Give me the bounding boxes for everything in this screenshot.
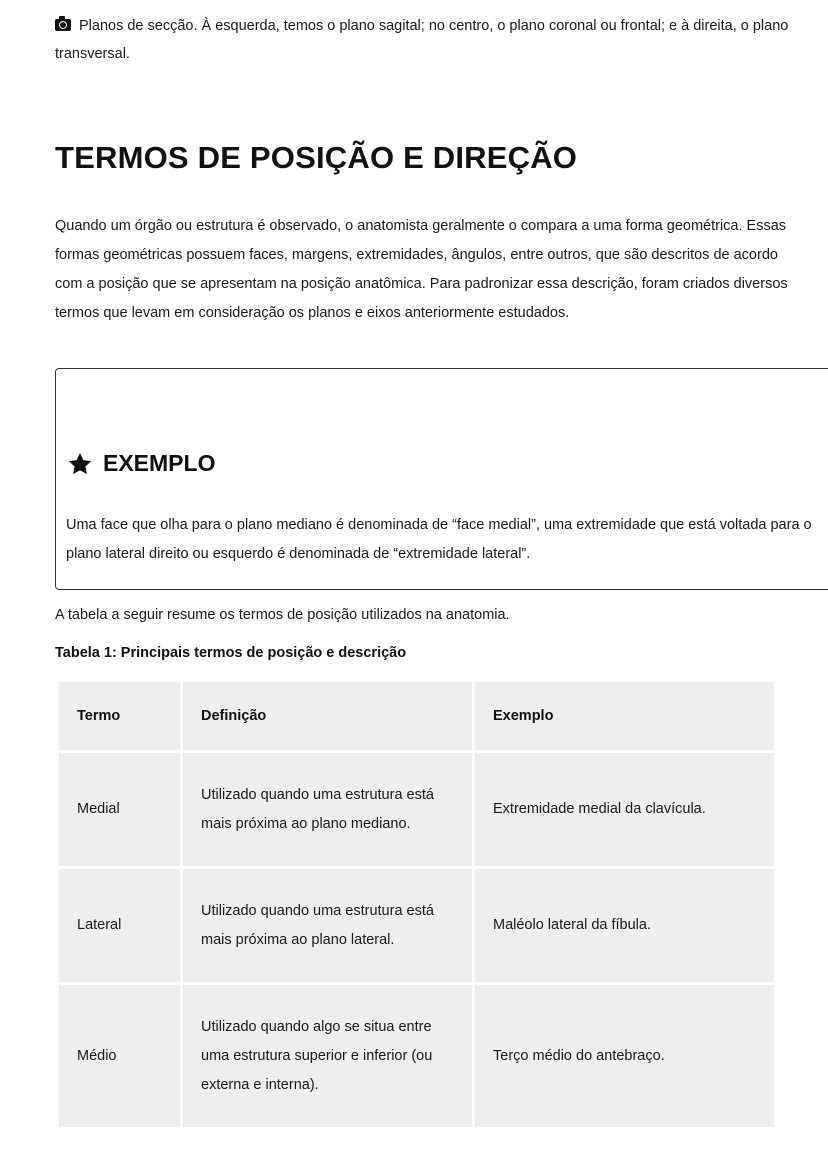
intro-paragraph: Quando um órgão ou estrutura é observado, o anatomista geralmente o compara a uma forma geométrica. Essas formas geométricas possuem faces, margens, extremidades, ângulos, entre outros, que são descritos de acordo com a posição que se apresentam na posição anatômica. Para padronizar essa descrição, foram criados diversos termos que levam em consideração os planos e eixos anteriormente estudados. — [55, 218, 788, 321]
table-title: Tabela 1: Principais termos de posição e descrição — [55, 645, 407, 661]
header-termo: Termo — [58, 681, 182, 752]
figure-caption-text: Planos de secção. À esquerda, temos o plano sagital; no centro, o plano coronal ou frontal; e à direita, o plano transversal. — [55, 18, 789, 62]
table-row — [58, 868, 776, 984]
cell-definition: Utilizado quando algo se situa entre uma estrutura superior e inferior (ou externa e interna). — [182, 984, 474, 1129]
cell-definition: Utilizado quando uma estrutura está mais próxima ao plano mediano. — [182, 752, 474, 868]
cell-definition: Utilizado quando uma estrutura está mais próxima ao plano lateral. — [182, 868, 474, 984]
section-title: TERMOS DE POSIÇÃO E DIREÇÃO — [55, 140, 578, 175]
cell-term: Médio — [58, 984, 182, 1129]
cell-example: Maléolo lateral da fíbula. — [474, 868, 776, 984]
terms-table — [56, 679, 777, 1130]
star-icon — [67, 451, 93, 477]
table-header-row — [58, 681, 776, 752]
example-heading — [67, 450, 215, 477]
example-box — [55, 368, 828, 590]
cell-term: Lateral — [58, 868, 182, 984]
header-exemplo: Exemplo — [474, 681, 776, 752]
table-row — [58, 752, 776, 868]
example-text: Uma face que olha para o plano mediano é denominada de “face medial”, uma extremidade que está voltada para o plano lateral direito ou esquerdo é denominada de “extremidade lateral”. — [66, 517, 812, 562]
example-heading-text: EXEMPLO — [103, 450, 216, 476]
table-row — [58, 984, 776, 1129]
header-definicao: Definição — [182, 681, 474, 752]
table-lead-text: A tabela a seguir resume os termos de posição utilizados na anatomia. — [55, 607, 510, 623]
figure-caption — [55, 12, 795, 68]
cell-term: Medial — [58, 752, 182, 868]
cell-example: Extremidade medial da clavícula. — [474, 752, 776, 868]
camera-icon — [55, 19, 71, 31]
cell-example: Terço médio do antebraço. — [474, 984, 776, 1129]
